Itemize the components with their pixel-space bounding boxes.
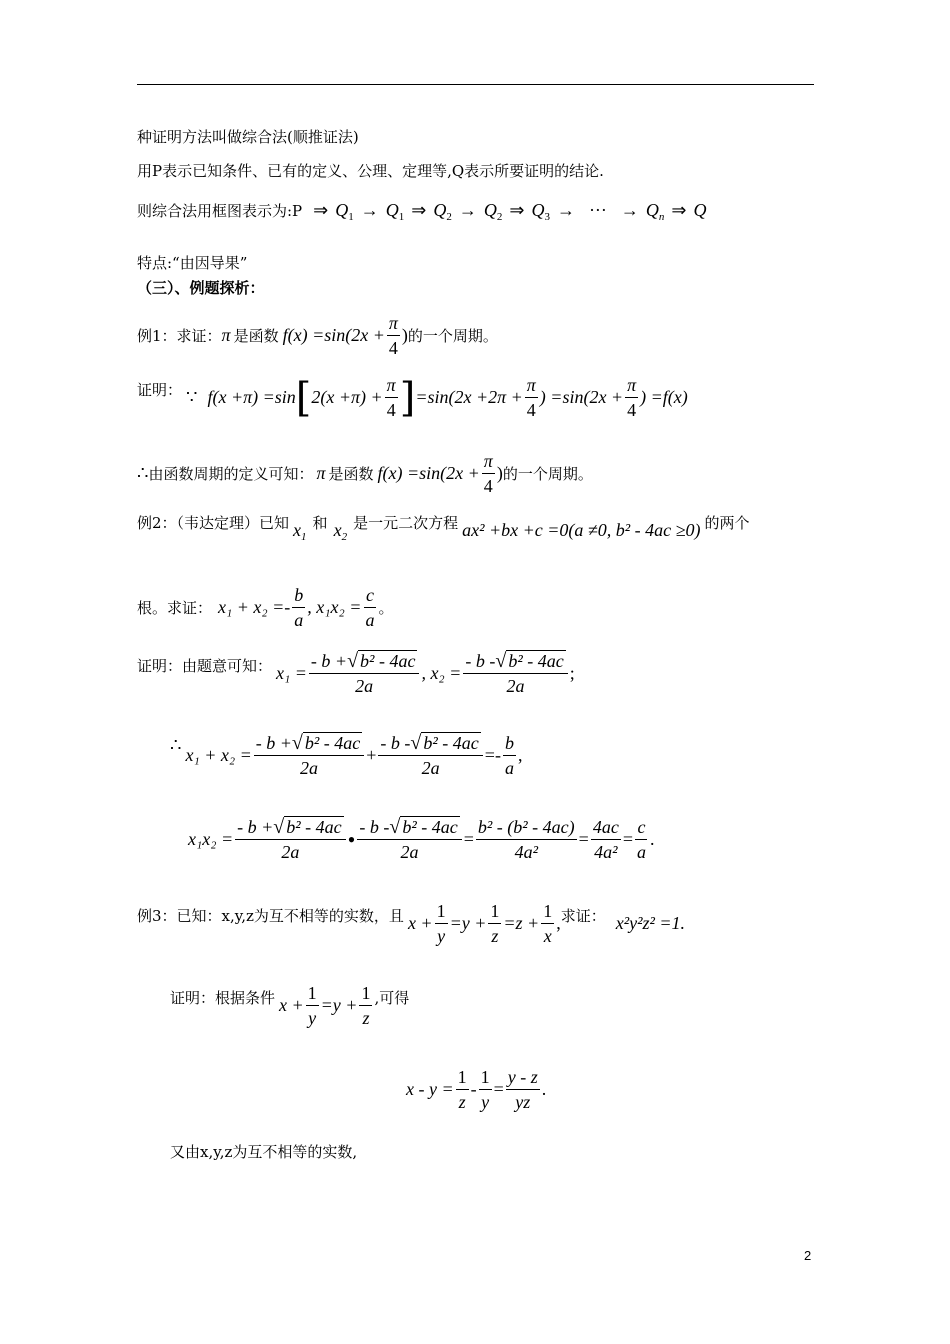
frac-numerator: 1 xyxy=(541,900,554,924)
frac-numerator: 1 xyxy=(306,982,319,1006)
product-lhs: x₁x₂ = xyxy=(188,829,234,849)
proof-1-lhs: f(x +π) =sin xyxy=(207,387,296,407)
sum-lhs: x₁ + x₂ = xyxy=(185,745,252,765)
fraction-1-z xyxy=(359,982,372,1029)
proof-1-label: 证明： xyxy=(137,381,183,399)
proof-3-label: 证明：根据条件 xyxy=(170,989,276,1007)
fraction-1-y xyxy=(435,900,448,947)
semicolon: ; xyxy=(569,663,575,683)
product-line: x₁x₂ = - b + √ b² - 4ac 2a • - b - √ b² - 4ac 2a = $\frac{\text{b² - (b² - 4ac)}}{\text{4a²}}$ = $\frac{4ac}{\text{4a²}}$ = $\frac{c}{a}$ . xyxy=(188,816,655,862)
arrow-symbol: ⇒ xyxy=(671,200,687,220)
fraction-pi-4-d xyxy=(625,374,638,421)
x-plus: x + xyxy=(407,913,433,933)
pi-symbol: π xyxy=(221,325,231,345)
conclusion-1 xyxy=(137,450,593,497)
fraction-yz xyxy=(506,1066,540,1113)
frac-denominator: 2a xyxy=(300,758,318,778)
example-3-label: 例3：已知：x,y,z为互不相等的实数，且 xyxy=(137,907,404,925)
comma: , xyxy=(517,745,523,765)
example-2-tail: 的两个 xyxy=(704,514,750,532)
prove-label: 根。求证： xyxy=(137,599,213,617)
arrow-symbol: ··· xyxy=(588,200,607,220)
proof-2-roots xyxy=(137,650,575,697)
q-symbol: Q xyxy=(693,200,707,220)
frac-numerator: π xyxy=(387,312,400,336)
fraction-pi-4 xyxy=(387,312,400,359)
example-2-line-2 xyxy=(137,584,393,631)
quadratic-equation: ax² +bx +c =0(a ≠0, b² - 4ac ≥0) xyxy=(462,520,701,540)
frac-denominator: y xyxy=(437,926,446,946)
arrow-symbol: → xyxy=(556,200,575,220)
frac-numerator: 1 xyxy=(456,1066,469,1090)
frac-numerator: - b - √ b² - 4ac xyxy=(463,650,567,674)
dot-operator: • xyxy=(347,826,356,852)
frac-numerator: 1 xyxy=(488,900,501,924)
frac-denominator: 4 xyxy=(386,400,396,420)
root-plus-fraction xyxy=(309,650,420,697)
frac-numerator: π xyxy=(482,450,495,474)
left-bracket: [ xyxy=(295,374,312,421)
frac-denominator: 4 xyxy=(627,400,637,420)
feature-line: 特点:“由因导果” xyxy=(137,254,248,272)
page-number: 2 xyxy=(804,1248,812,1263)
frac-numerator: - b + √ b² - 4ac xyxy=(309,650,420,674)
q-symbol: Q xyxy=(385,200,399,220)
x1-symbol: $x_1$ xyxy=(293,520,307,543)
fraction-pi-4-e xyxy=(482,450,495,497)
frac-numerator: b² - (b² - 4ac) xyxy=(476,816,577,840)
root-minus-fraction xyxy=(463,650,567,697)
arrow-symbol: ⇒ xyxy=(411,200,427,220)
frac-numerator: - b + √ b² - 4ac xyxy=(235,816,346,840)
arrow-symbol: → xyxy=(360,200,379,220)
eq-y-plus: =y + xyxy=(320,995,358,1015)
q-symbol: Q xyxy=(645,200,659,220)
example-1-label: 例1：求证： xyxy=(137,327,222,345)
frac-denominator: z xyxy=(362,1008,370,1028)
proof-1-mid2: ) =sin(2x + xyxy=(539,387,624,407)
frac-numerator: 4ac xyxy=(591,816,621,840)
example-2 xyxy=(137,512,750,543)
product-simplified-fraction xyxy=(476,816,577,863)
fraction-pi-4-b xyxy=(385,374,398,421)
root-minus-fraction xyxy=(357,816,461,863)
frac-denominator: 2a xyxy=(421,758,440,778)
eq-y-plus: =y + xyxy=(449,913,487,933)
fraction-c-a xyxy=(635,816,648,863)
frac-denominator: 2a xyxy=(506,676,525,696)
and-text: 和 xyxy=(312,514,328,532)
arrow-symbol: ⇒ xyxy=(313,200,329,220)
frac-numerator: 1 xyxy=(435,900,448,924)
frac-numerator: π xyxy=(525,374,538,398)
frac-denominator: z xyxy=(491,926,499,946)
frac-denominator: z xyxy=(458,1092,466,1112)
frac-numerator: y - z xyxy=(506,1066,540,1090)
pi-symbol: π xyxy=(316,463,326,483)
proof-1-mid1: =sin(2x +2π + xyxy=(415,387,523,407)
conclusion-1-text: 由函数周期的定义可知： xyxy=(148,465,314,483)
flow-chart-line xyxy=(137,200,707,221)
example-3 xyxy=(137,900,685,947)
frac-numerator: b xyxy=(503,732,516,756)
frac-denominator: 4 xyxy=(526,400,536,420)
q-symbol: Q xyxy=(531,200,545,220)
proof-2-label: 证明：由题意可知： xyxy=(137,657,273,675)
proof-3-tail: ,可得 xyxy=(374,989,410,1007)
fraction-b-a xyxy=(292,584,305,631)
frac-numerator: - b - √ b² - 4ac xyxy=(357,816,461,840)
frac-numerator: - b - √ b² - 4ac xyxy=(378,732,482,756)
q-subscript: 1 xyxy=(398,211,405,223)
q-symbol: Q xyxy=(335,200,349,220)
q-subscript: 2 xyxy=(446,211,452,223)
derive-lhs: x - y = xyxy=(406,1079,454,1099)
minus-sign: - xyxy=(470,1079,477,1099)
q-subscript: n xyxy=(658,211,665,223)
example-1-text: 是函数 xyxy=(233,327,279,345)
derivation xyxy=(406,1066,546,1113)
section-title: （三）、例题探析： xyxy=(137,279,265,297)
product-claim: , x₁x₂ = xyxy=(307,597,362,617)
because-symbol: ∵ xyxy=(186,387,198,407)
bracket-inner: 2(x +π) + xyxy=(311,387,383,407)
intro-line-1: 种证明方法叫做综合法(顺推证法) xyxy=(137,128,359,146)
eq-z-plus: =z + xyxy=(503,913,540,933)
frac-numerator: b xyxy=(292,584,305,608)
frac-numerator: 1 xyxy=(479,1066,492,1090)
comma: , xyxy=(556,913,561,933)
q-symbol: Q xyxy=(483,200,497,220)
frac-denominator: y xyxy=(308,1008,317,1028)
arrow-symbol: → xyxy=(458,200,477,220)
fraction-1-y xyxy=(479,1066,492,1113)
frac-denominator: 4a² xyxy=(594,842,618,862)
conclusion-1-func: f(x) =sin(2x + xyxy=(377,463,480,483)
q-symbol: Q xyxy=(433,200,447,220)
fraction-pi-4-c xyxy=(525,374,538,421)
therefore-symbol: ∴ xyxy=(170,735,182,755)
frac-denominator: 2a xyxy=(281,842,300,862)
fraction-b-a xyxy=(503,732,516,779)
x2-symbol: $x_2$ xyxy=(333,520,348,543)
x2-eq: , x₂ = xyxy=(421,663,462,683)
arrow-symbol: → xyxy=(620,200,639,220)
frac-denominator: 4 xyxy=(388,338,398,358)
frac-denominator: yz xyxy=(515,1092,531,1112)
frac-denominator: 4 xyxy=(483,476,493,496)
root-plus-fraction xyxy=(235,816,346,863)
right-bracket: ] xyxy=(399,374,416,421)
example-1 xyxy=(137,312,498,359)
conclusion-1-tail: 的一个周期。 xyxy=(502,465,593,483)
frac-denominator: a xyxy=(636,842,646,862)
product-4ac-fraction xyxy=(591,816,621,863)
close-paren: ) xyxy=(401,325,408,345)
last-line: 又由x,y,z为互不相等的实数, xyxy=(170,1143,358,1161)
q-subscript: 2 xyxy=(496,211,503,223)
conclusion-1-is-func: 是函数 xyxy=(328,465,374,483)
frac-denominator: 2a xyxy=(355,676,374,696)
fraction-1-z xyxy=(488,900,501,947)
frac-numerator: c xyxy=(635,816,647,840)
fraction-1-z xyxy=(456,1066,469,1113)
q-subscript: 1 xyxy=(348,211,354,223)
root-plus-fraction xyxy=(254,732,365,779)
sum-line xyxy=(170,732,522,779)
frac-denominator: 4a² xyxy=(514,842,538,862)
frac-denominator: a xyxy=(504,758,514,778)
fraction-1-x xyxy=(541,900,554,947)
proof-1-end: ) =f(x) xyxy=(640,387,688,407)
frac-numerator: - b + √ b² - 4ac xyxy=(254,732,365,756)
proof-1 xyxy=(137,374,688,421)
q-subscript: 3 xyxy=(544,211,550,223)
end-mark: 。 xyxy=(378,599,394,617)
frac-denominator: y xyxy=(481,1092,490,1112)
frac-numerator: π xyxy=(385,374,398,398)
frac-denominator: 2a xyxy=(400,842,419,862)
flow-chain xyxy=(306,200,706,221)
is-root-text: 是一元二次方程 xyxy=(353,514,459,532)
header-rule xyxy=(137,84,814,85)
equals-minus: =- xyxy=(484,745,501,765)
x1-eq: x₁ = xyxy=(276,663,307,683)
plus-sign: + xyxy=(366,745,377,765)
frac-numerator: c xyxy=(364,584,376,608)
frac-denominator: x xyxy=(543,926,552,946)
example-2-label: 例2：（韦达定理）已知 xyxy=(137,514,290,532)
fraction-c-a xyxy=(363,584,376,631)
therefore-symbol: ∴ xyxy=(137,463,149,483)
equals-sign: = xyxy=(493,1079,504,1099)
frac-denominator: a xyxy=(365,610,375,630)
prove-label: 求证： xyxy=(560,907,606,925)
flow-label: 则综合法用框图表示为:P xyxy=(137,202,303,220)
frac-numerator: 1 xyxy=(359,982,372,1006)
root-minus-fraction xyxy=(378,732,482,779)
period: . xyxy=(541,1079,547,1099)
x-plus: x + xyxy=(279,995,304,1015)
sum-claim: x₁ + x₂ =- xyxy=(218,597,291,617)
proof-3 xyxy=(170,982,409,1029)
claim-xyz: x²y²z² =1. xyxy=(615,913,686,933)
arrow-symbol: ⇒ xyxy=(509,200,525,220)
intro-line-2: 用P表示已知条件、已有的定义、公理、定理等,Q表示所要证明的结论. xyxy=(137,162,604,180)
example-1-tail: 的一个周期。 xyxy=(407,327,498,345)
fraction-1-y xyxy=(306,982,319,1029)
close-paren: ) xyxy=(496,463,503,483)
frac-numerator: π xyxy=(625,374,638,398)
frac-denominator: a xyxy=(294,610,304,630)
period: . xyxy=(649,829,655,849)
example-1-func: f(x) =sin(2x + xyxy=(282,325,385,345)
